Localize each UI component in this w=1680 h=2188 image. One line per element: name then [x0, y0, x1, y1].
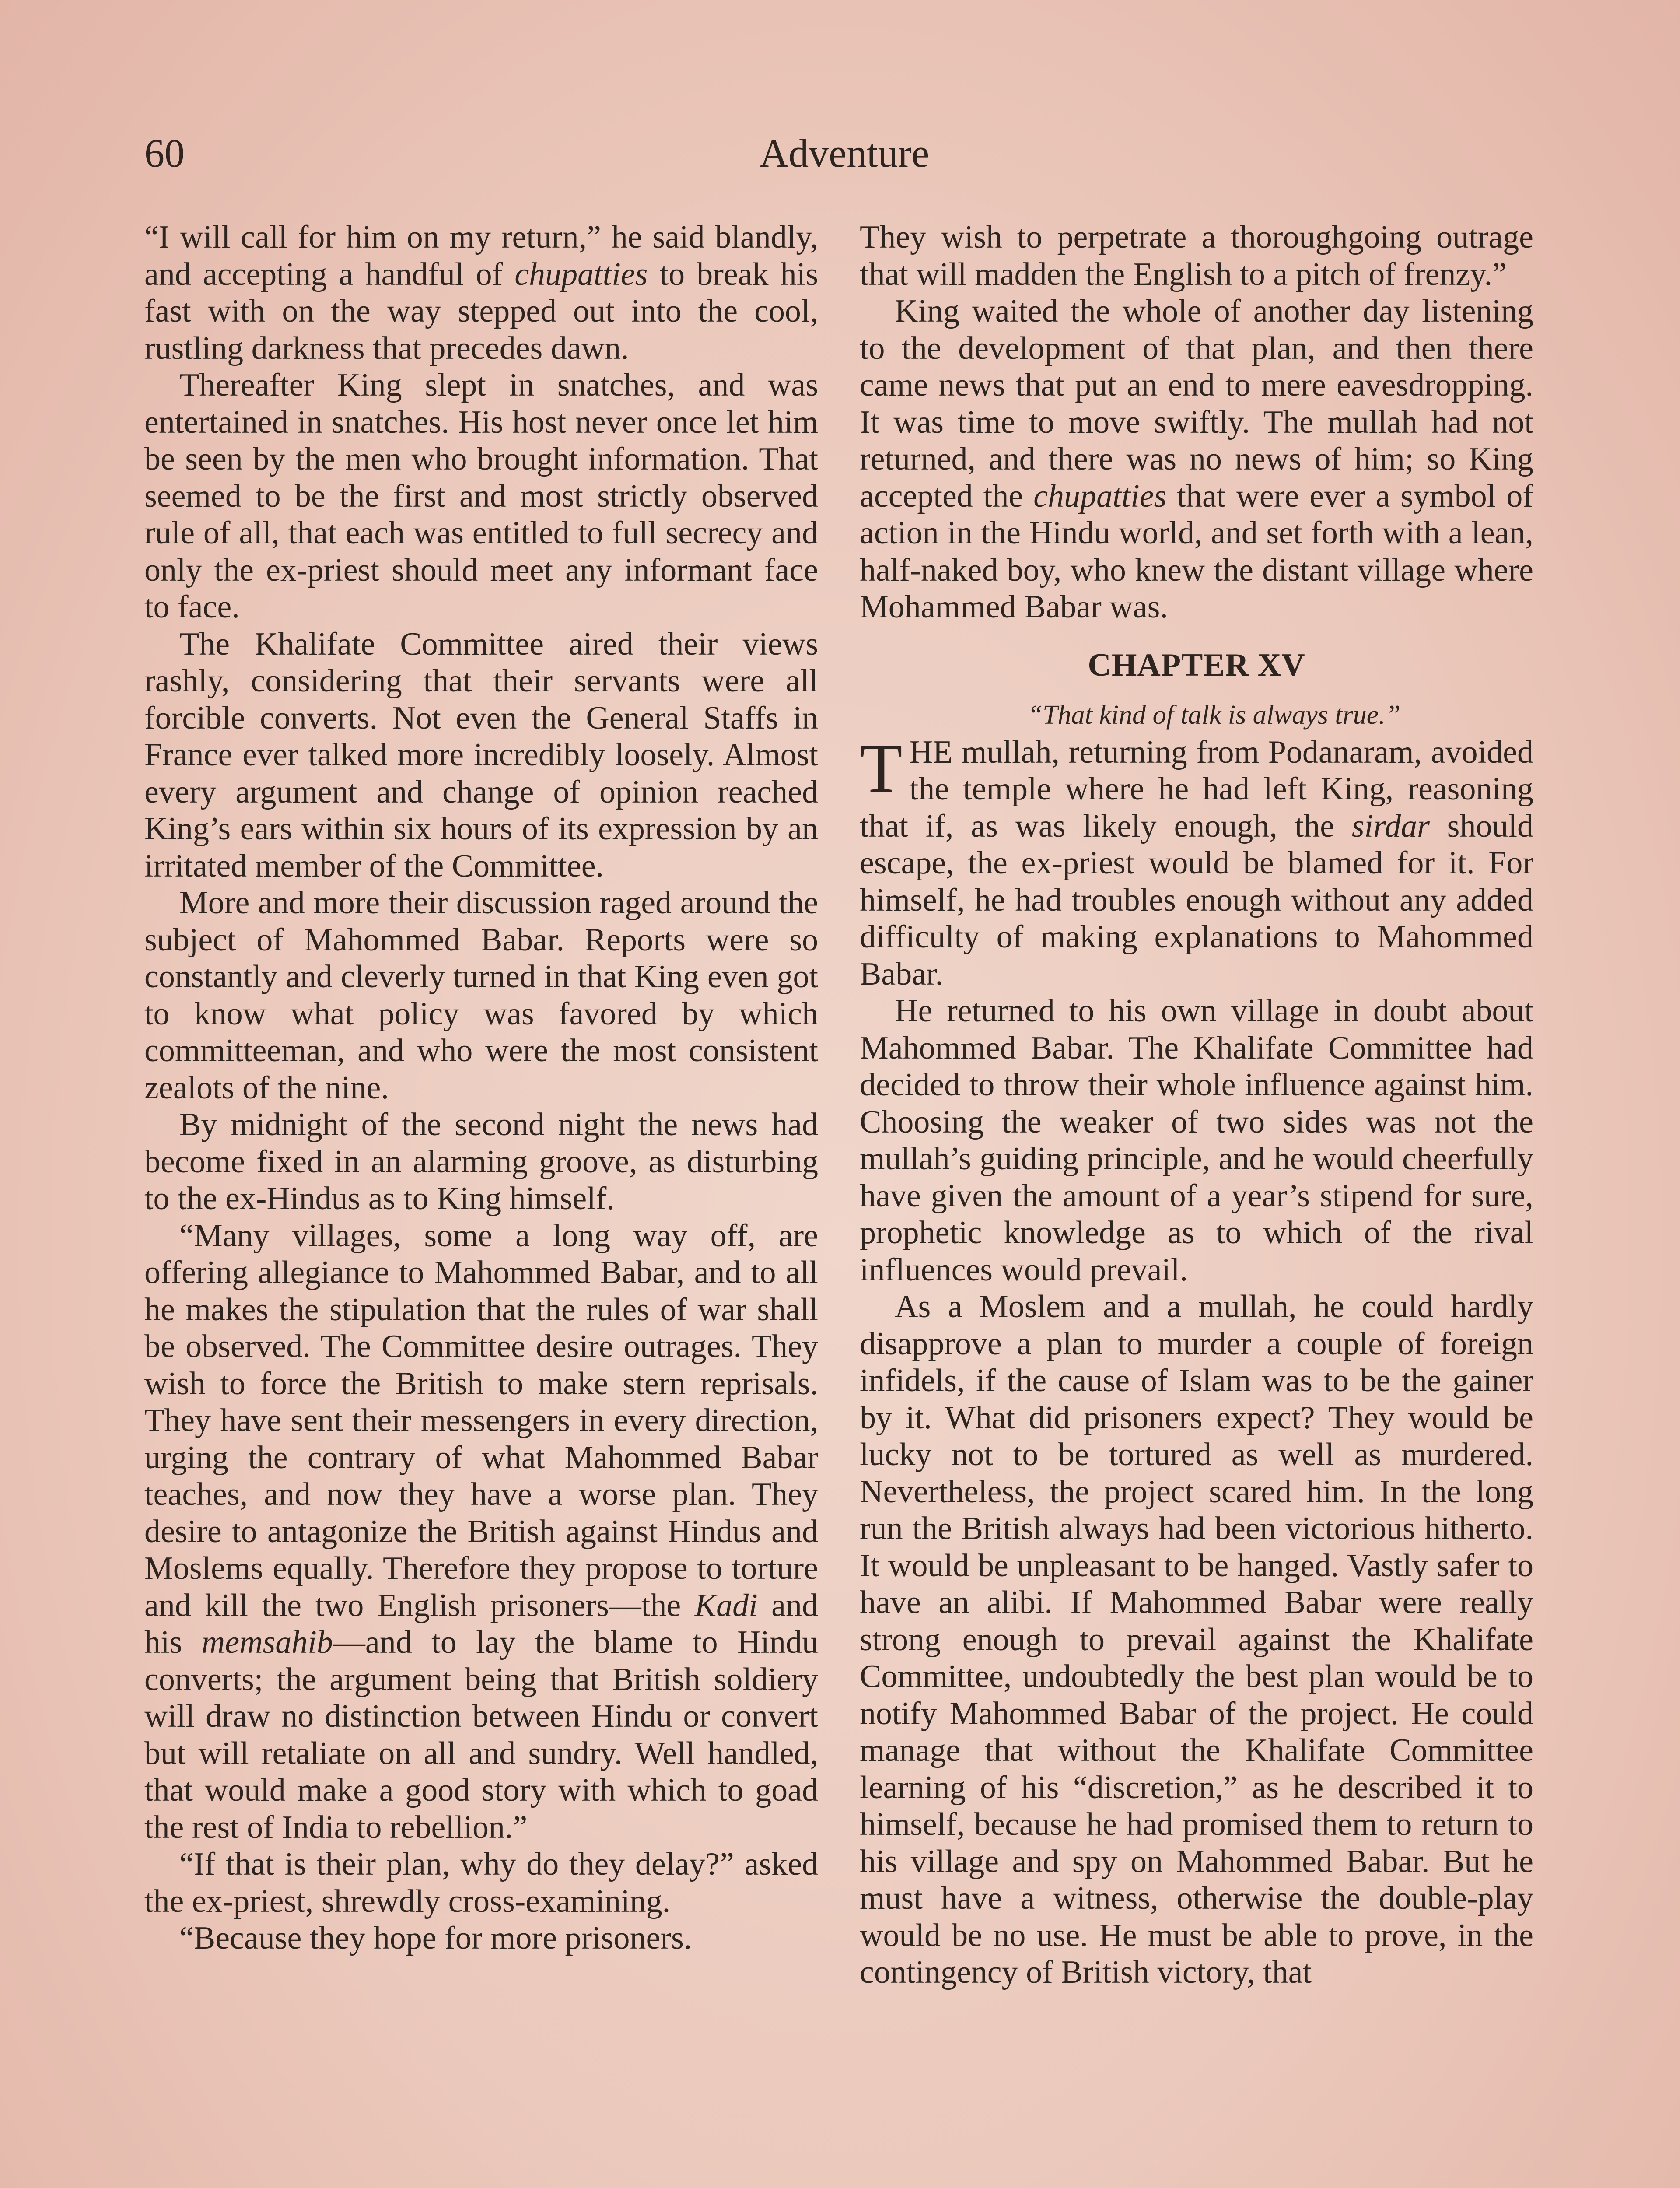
paragraph: THE mullah, returning from Podanaram, avoided the temple where he had left King, reasoning that if, as was likely enough, the sirdar should escape, the ex-priest would be blamed for it. For himself, he had troubles enough without any added difficulty of making explanations to Mahommed Babar.: [860, 729, 1533, 992]
chapter-heading: CHAPTER XV: [1088, 647, 1306, 683]
paragraph: More and more their discussion raged around the subject of Mahommed Babar. Reports were so constantly and cleverly turned in that King even got to know what policy was favored by which committeeman, and who were the most consistent zealots of the nine.: [144, 885, 818, 1106]
paragraph: Thereafter King slept in snatches, and was entertained in snatches. His host never once let him be seen by the men who brought information. That seemed to be the first and most strictly observed rule of all, that each was entitled to full secrecy and only the ex-priest should meet any informant face to face.: [144, 367, 818, 625]
right-column: [860, 219, 1533, 1991]
paragraph: “Many villages, some a long way off, are offering allegiance to Mahommed Babar, and to all he makes the stipulation that the rules of war shall be observed. The Committee desire outrages. They wish to force the British to make stern reprisals. They have sent their messengers in every direction, urging the contrary of what Mahommed Babar teaches, and now they have a worse plan. They desire to antagonize the British against Hindus and Moslems equally. Therefore they propose to torture and kill the two English prisoners—the Kadi and his memsahib—and to lay the blame to Hindu converts; the argument being that British soldiery will draw no distinction between Hindu or convert but will retaliate on all and sundry. Well handled, that would make a good story with which to goad the rest of India to rebellion.”: [144, 1217, 818, 1845]
paragraph: They wish to perpetrate a thoroughgoing outrage that will madden the English to a pitch of frenzy.”: [860, 219, 1533, 292]
paragraph: The Khalifate Committee aired their views rashly, considering that their servants were all forcible converts. Not even the General Staffs in France ever talked more incredibly loosely. Almost every argument and change of opinion reached King’s ears within six hours of its expression by an irritated member of the Committee.: [144, 626, 818, 884]
paragraph: By midnight of the second night the news had become fixed in an alarming groove, as disturbing to the ex-Hindus as to King himself.: [144, 1107, 818, 1217]
drop-cap: T: [860, 729, 903, 807]
paragraph: As a Moslem and a mullah, he could hardly disapprove a plan to murder a couple of foreign infidels, if the cause of Islam was to be the gainer by it. What did prisoners expect? They would be lucky not to be tortured as well as murdered. Nevertheless, the project scared him. In the long run the British always had been victorious hitherto. It would be unpleasant to be hanged. Vastly safer to have an alibi. If Mahommed Babar were really strong enough to prevail against the Khalifate Committee, undoubtedly the best plan would be to notify Mahommed Babar of the project. He could manage that without the Khalifate Committee learning of his “discretion,” as he described it to himself, because he had promised them to return to his village and spy on Mahommed Babar. But he must have a witness, otherwise the double-play would be no use. He must be able to prove, in the contingency of British victory, that: [860, 1289, 1533, 1990]
paragraph: “Because they hope for more prisoners.: [179, 1920, 692, 1956]
paragraph: “I will call for him on my return,” he said blandly, and accepting a handful of chupatties to break his fast with on the way stepped out into the cool, rustling darkness that precedes dawn.: [144, 219, 818, 366]
running-title: Adventure: [759, 131, 930, 175]
page-number: 60: [144, 131, 185, 175]
left-column: [144, 219, 818, 1957]
page-header: [144, 127, 1544, 179]
paragraph: He returned to his own village in doubt about Mahommed Babar. The Khalifate Committee had decided to throw their whole influence against him. Choosing the weaker of two sides was not the mullah’s guiding principle, and he would cheerfully have given the amount of a year’s stipend for sure, prophetic knowledge as to which of the rival influences would prevail.: [860, 993, 1533, 1288]
paragraph: “If that is their plan, why do they delay?” asked the ex-priest, shrewdly cross-examining.: [144, 1846, 818, 1919]
chapter-epigraph: “That kind of talk is always true.”: [1027, 700, 1401, 730]
paragraph: King waited the whole of another day listening to the development of that plan, and then there came news that put an end to mere eavesdropping. It was time to move swiftly. The mullah had not returned, and there was no news of him; so King accepted the chupatties that were ever a symbol of action in the Hindu world, and set forth with a lean, half-naked boy, who knew the distant village where Mohammed Babar was.: [860, 293, 1533, 625]
